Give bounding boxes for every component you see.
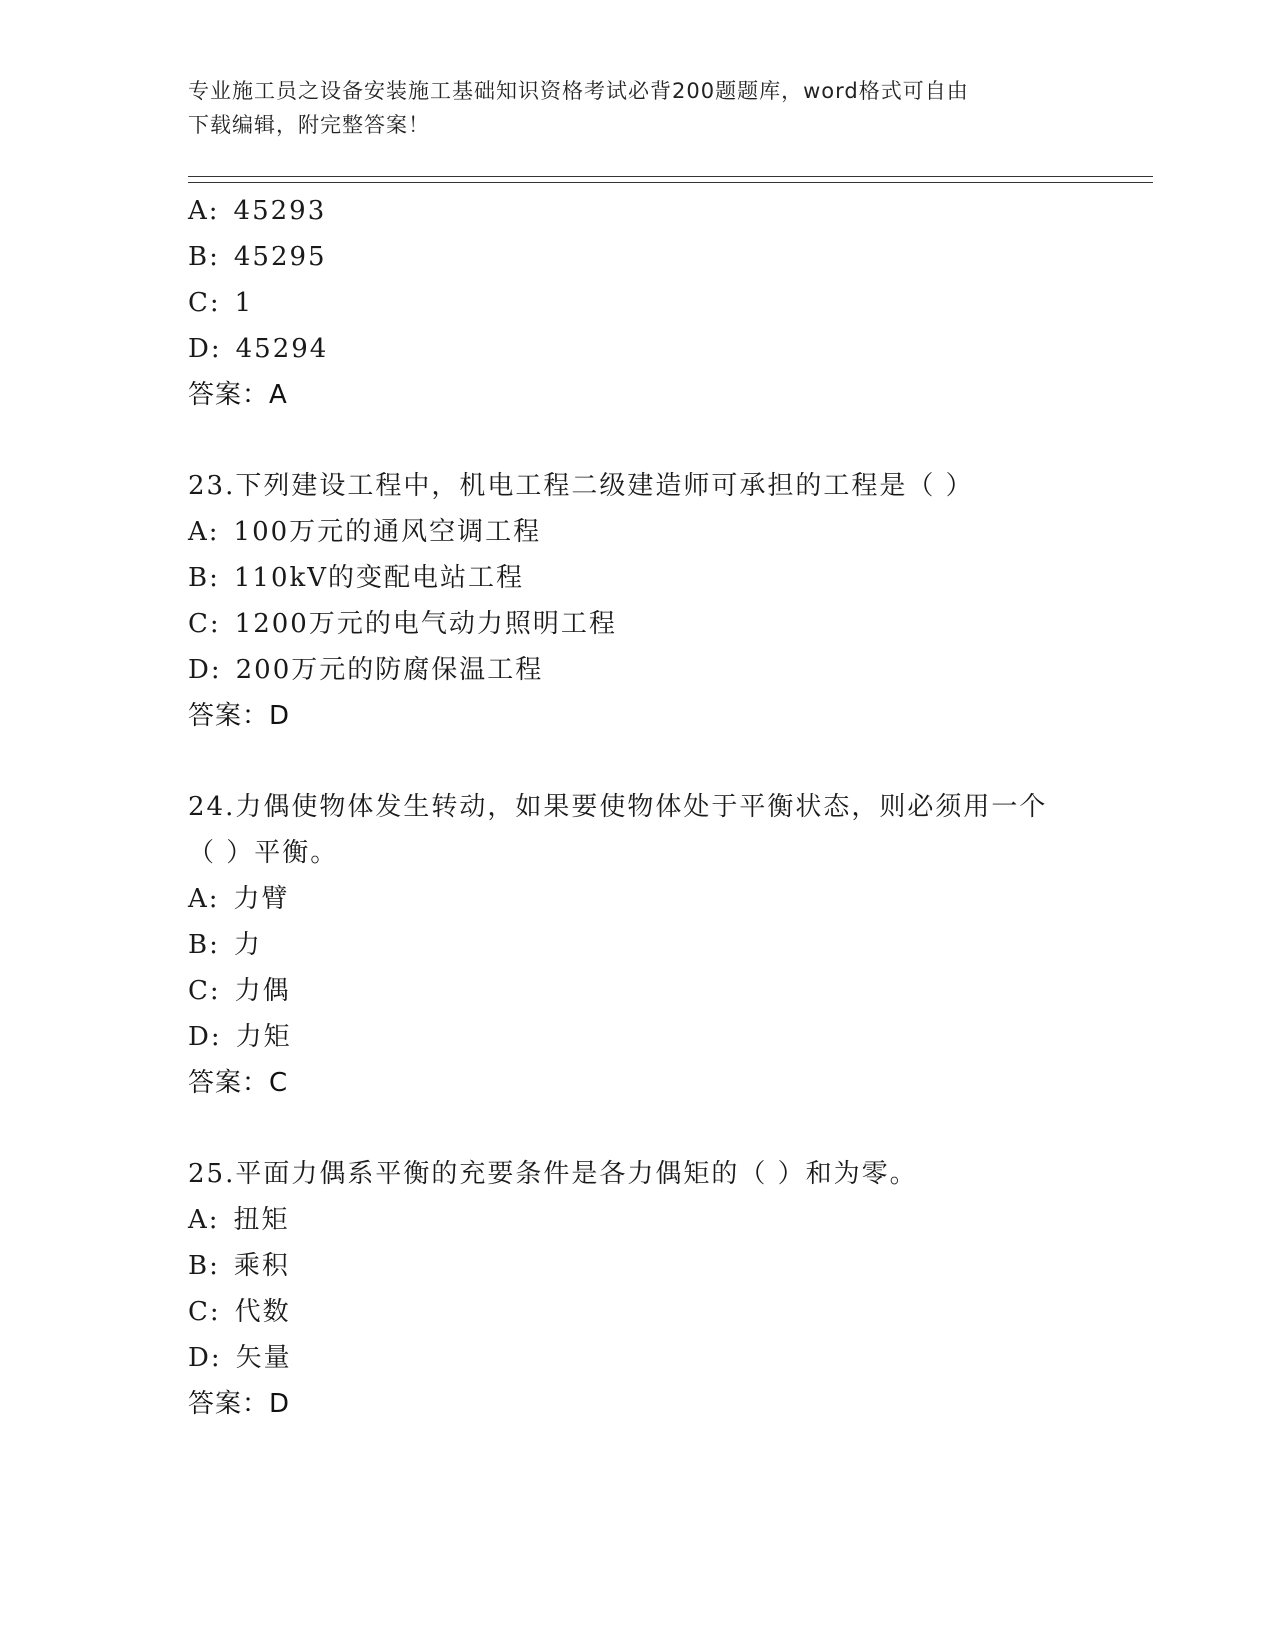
option-c: C: 力偶 bbox=[188, 976, 291, 1006]
question-list bbox=[188, 188, 1148, 1427]
option-d: D: 200万元的防腐保温工程 bbox=[188, 655, 544, 685]
answer-line: 答案：C bbox=[188, 1068, 289, 1098]
option-b: B: 110kV的变配电站工程 bbox=[188, 563, 525, 593]
question-stem-continued: （ ）平衡。 bbox=[188, 838, 339, 868]
document-header bbox=[188, 74, 1078, 142]
question-stem: 24.力偶使物体发生转动，如果要使物体处于平衡状态，则必须用一个 bbox=[188, 792, 1048, 822]
question-block-23 bbox=[188, 463, 1148, 739]
header-line-2: 下载编辑，附完整答案！ bbox=[188, 113, 430, 137]
header-rule-bottom bbox=[188, 182, 1153, 183]
option-d: D: 矢量 bbox=[188, 1343, 292, 1373]
question-stem: 23.下列建设工程中，机电工程二级建造师可承担的工程是（ ） bbox=[188, 471, 974, 501]
header-line-1: 专业施工员之设备安装施工基础知识资格考试必背200题题库，word格式可自由 bbox=[188, 79, 969, 103]
option-d: D: 45294 bbox=[188, 334, 329, 364]
option-c: C: 1 bbox=[188, 288, 254, 318]
option-a: A: 45293 bbox=[188, 196, 327, 226]
answer-line: 答案：D bbox=[188, 701, 291, 731]
answer-line: 答案：D bbox=[188, 1389, 291, 1419]
option-b: B: 45295 bbox=[188, 242, 327, 272]
option-a: A: 力臂 bbox=[188, 884, 290, 914]
question-stem: 25.平面力偶系平衡的充要条件是各力偶矩的（ ）和为零。 bbox=[188, 1159, 918, 1189]
option-b: B: 力 bbox=[188, 930, 262, 960]
option-c: C: 代数 bbox=[188, 1297, 291, 1327]
option-a: A: 100万元的通风空调工程 bbox=[188, 517, 542, 547]
option-a: A: 扭矩 bbox=[188, 1205, 290, 1235]
question-block-24 bbox=[188, 784, 1148, 1106]
question-block-25 bbox=[188, 1151, 1148, 1427]
option-d: D: 力矩 bbox=[188, 1022, 292, 1052]
option-c: C: 1200万元的电气动力照明工程 bbox=[188, 609, 617, 639]
option-b: B: 乘积 bbox=[188, 1251, 290, 1281]
question-block-22 bbox=[188, 188, 1148, 418]
header-rule-top bbox=[188, 176, 1153, 177]
answer-line: 答案：A bbox=[188, 380, 288, 410]
